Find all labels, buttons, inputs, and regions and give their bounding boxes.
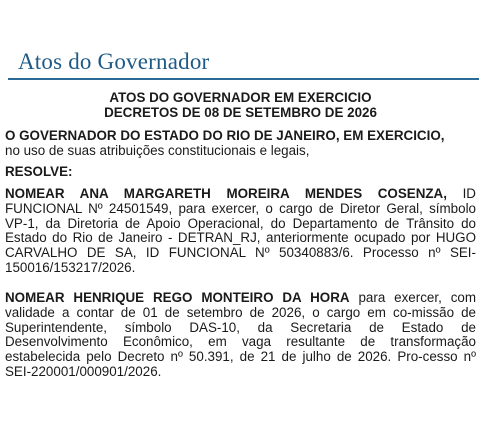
- resolve-label: RESOLVE:: [5, 164, 73, 180]
- act-2-bold: NOMEAR HENRIQUE REGO MONTEIRO DA HORA: [5, 290, 350, 306]
- intro-text: no uso de suas atribuições constitucionais e legais,: [5, 142, 310, 158]
- act-1-bold: NOMEAR ANA MARGARETH MOREIRA MENDES COSENZA,: [5, 186, 447, 202]
- headline-line-1: ATOS DO GOVERNADOR EM EXERCICIO: [109, 90, 372, 105]
- section-title: Atos do Governador: [18, 49, 210, 74]
- section-header: [8, 48, 479, 80]
- headline-line-2: DECRETOS DE 08 DE SETEMBRO DE 2026: [104, 105, 377, 120]
- act-paragraph-2: [5, 291, 476, 379]
- act-2-text: para exercer, com validade a contar de 01 de setembro de 2026, o cargo em co-missão de Superintendente, símbolo DAS-10, da Secretaria de Estado de Desenvolvimento Econômico, em vaga resultante de transformação estabelecida pelo Decreto nº 50.391, de 21 de julho de 2026. Pro-cesso nº SEI-220001/000901/2026.: [5, 290, 476, 379]
- act-paragraph-1: [5, 187, 476, 275]
- act-1-text: ID FUNCIONAL Nº 24501549, para exercer, o cargo de Diretor Geral, símbolo VP-1, da Diretoria de Apoio Operacional, do Departamento de Trânsito do Estado do Rio de Janeiro - DETRAN_RJ, anteriormente ocupado por HUGO CARVALHO DE SA, ID FUNCIONAL Nº 50340883/6. Processo nº SEI-150016/153217/2026.: [5, 186, 476, 275]
- intro-paragraph: [5, 129, 476, 158]
- document-body: [5, 90, 476, 380]
- decree-headline: [5, 90, 476, 120]
- intro-bold: O GOVERNADOR DO ESTADO DO RIO DE JANEIRO, EM EXERCICIO,: [5, 128, 445, 143]
